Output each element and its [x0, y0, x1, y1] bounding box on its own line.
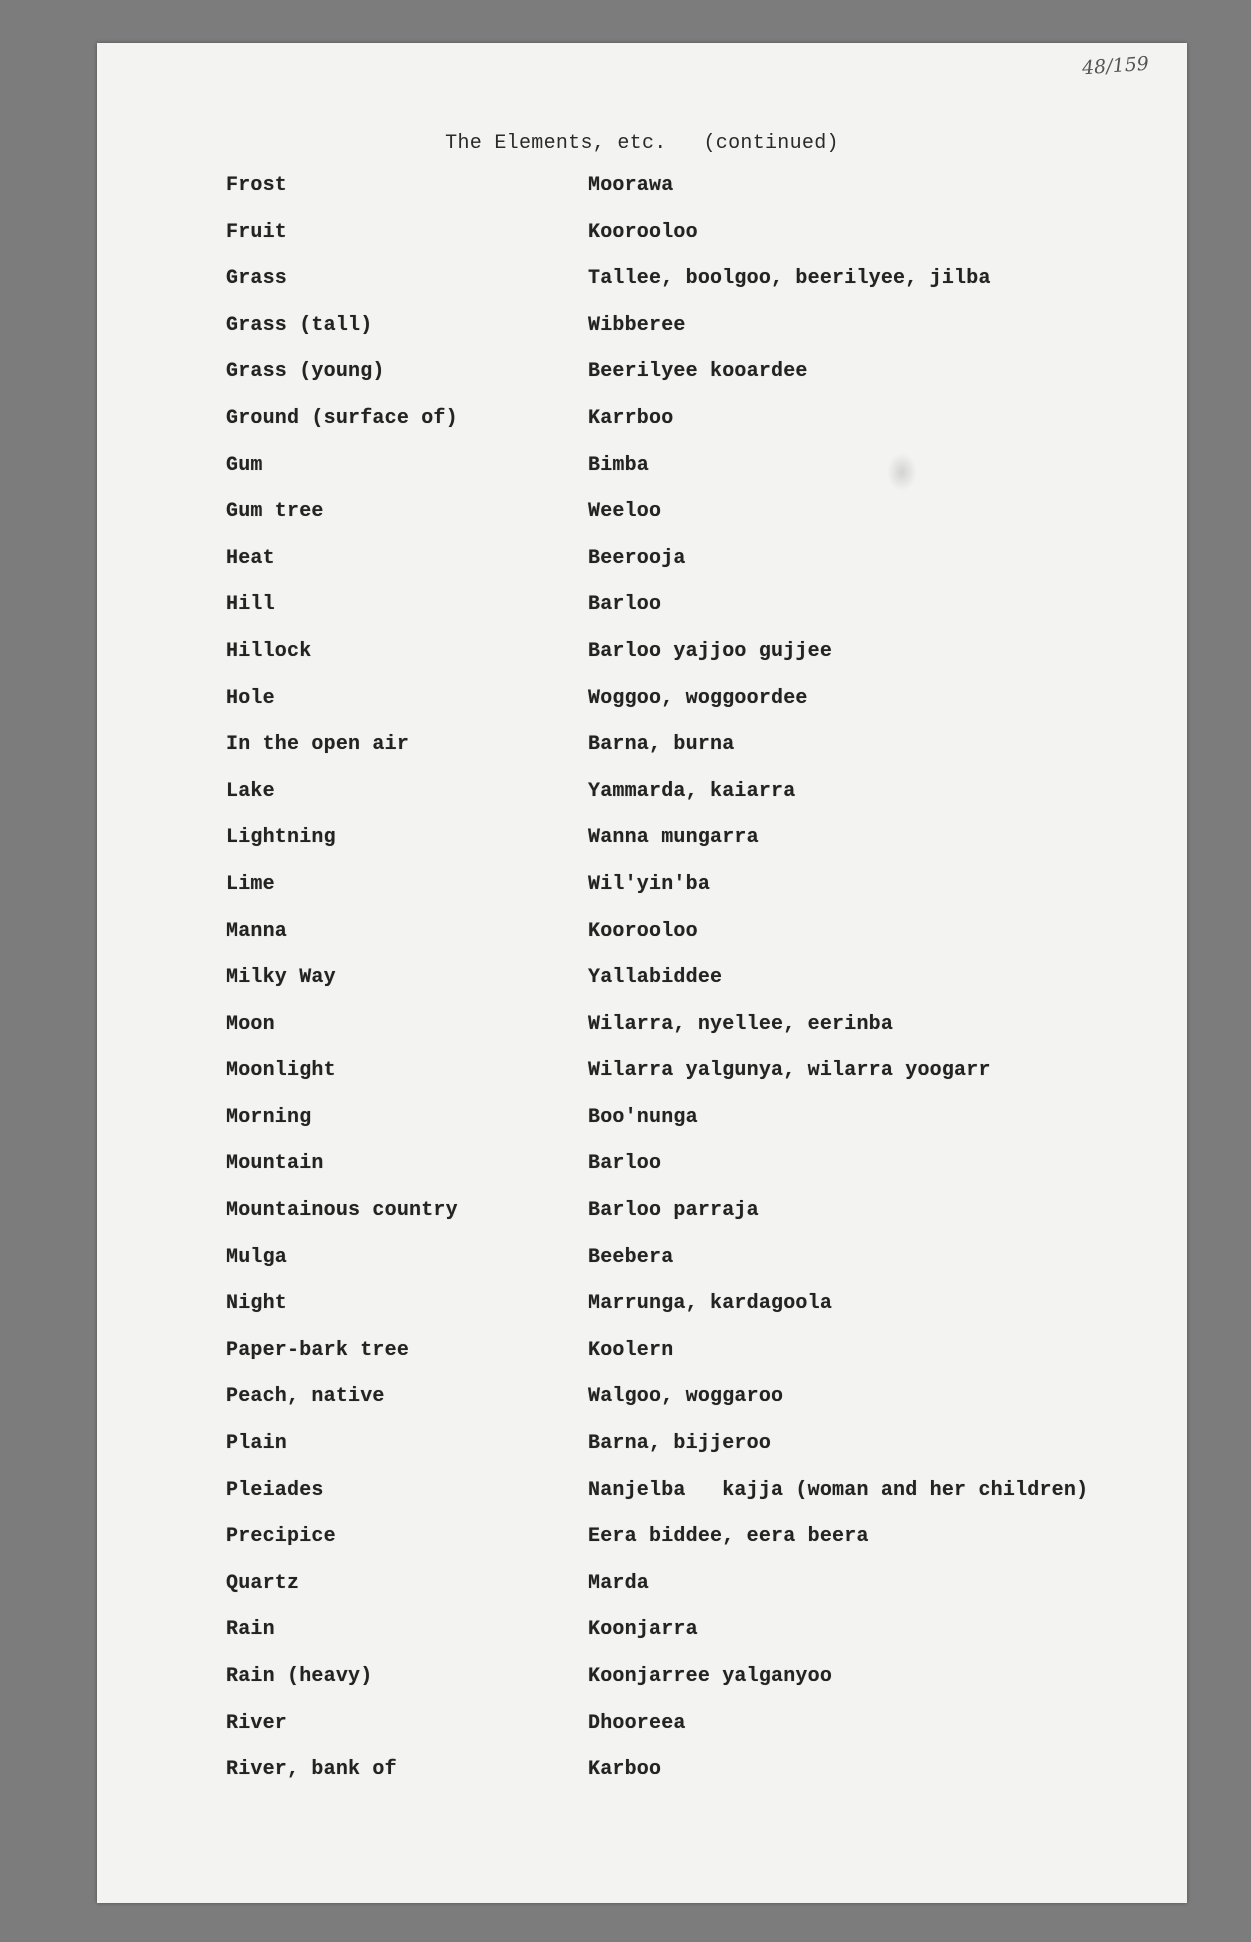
- native-translation: Eera biddee, eera beera: [588, 1525, 869, 1549]
- list-item: [97, 547, 1187, 594]
- native-translation: Koolern: [588, 1338, 674, 1362]
- english-term: Morning: [226, 1105, 312, 1129]
- list-item: [97, 1106, 1187, 1153]
- native-translation: Koonjarree yalganyoo: [588, 1665, 833, 1688]
- english-term: Milky Way: [226, 966, 336, 990]
- native-translation: Marrunga, kardagoola: [588, 1292, 833, 1316]
- list-item: [97, 454, 1187, 501]
- english-term: Gum: [226, 453, 263, 477]
- list-item: [97, 314, 1187, 361]
- word-list: [97, 174, 1187, 1805]
- english-term: Pleiades: [226, 1478, 324, 1502]
- english-term: Lime: [226, 872, 275, 896]
- list-item: [97, 1013, 1187, 1060]
- english-term: In the open air: [226, 733, 410, 757]
- list-item: [97, 174, 1187, 221]
- list-item: [97, 1479, 1187, 1526]
- english-term: Rain: [226, 1618, 275, 1642]
- native-translation: Barloo yajjoo gujjee: [588, 639, 833, 663]
- list-item: [97, 1525, 1187, 1572]
- english-term: Night: [226, 1292, 288, 1316]
- native-translation: Barloo parraja: [588, 1199, 759, 1223]
- native-translation: Wibberee: [588, 313, 686, 337]
- list-item: [97, 1572, 1187, 1619]
- native-translation: Nanjelba kajja (woman and her children): [588, 1478, 1089, 1502]
- folio-number: 48/159: [1081, 52, 1150, 80]
- list-item: [97, 640, 1187, 687]
- list-item: [97, 1292, 1187, 1339]
- list-item: [97, 407, 1187, 454]
- native-translation: Walgoo, woggaroo: [588, 1385, 784, 1409]
- english-term: Hillock: [226, 639, 312, 663]
- english-term: Mulga: [226, 1245, 288, 1269]
- english-term: Moon: [226, 1012, 275, 1036]
- native-translation: Beebera: [588, 1245, 674, 1269]
- english-term: Frost: [226, 174, 288, 197]
- list-item: [97, 687, 1187, 734]
- list-item: [97, 593, 1187, 640]
- native-translation: Barna, burna: [588, 733, 735, 757]
- native-translation: Weeloo: [588, 500, 662, 524]
- english-term: Lightning: [226, 826, 336, 850]
- native-translation: Yammarda, kaiarra: [588, 779, 796, 803]
- document-page: [97, 43, 1187, 1903]
- english-term: Fruit: [226, 220, 288, 244]
- english-term: Grass: [226, 267, 288, 291]
- native-translation: Marda: [588, 1571, 650, 1595]
- native-translation: Dhooreea: [588, 1711, 686, 1735]
- english-term: Manna: [226, 919, 288, 943]
- english-term: Grass (young): [226, 360, 385, 384]
- english-term: Moonlight: [226, 1059, 336, 1083]
- english-term: Mountain: [226, 1152, 324, 1176]
- list-item: [97, 1665, 1187, 1712]
- native-translation: Wilarra yalgunya, wilarra yoogarr: [588, 1059, 991, 1083]
- native-translation: Beerooja: [588, 546, 686, 570]
- native-translation: Moorawa: [588, 174, 674, 197]
- native-translation: Boo'nunga: [588, 1105, 698, 1129]
- list-item: [97, 221, 1187, 268]
- english-term: Peach, native: [226, 1385, 385, 1409]
- native-translation: Barloo: [588, 1152, 662, 1176]
- list-item: [97, 1152, 1187, 1199]
- list-item: [97, 1712, 1187, 1759]
- list-item: [97, 873, 1187, 920]
- page-title: The Elements, etc. (continued): [445, 132, 839, 155]
- english-term: Lake: [226, 779, 275, 803]
- native-translation: Bimba: [588, 453, 650, 477]
- english-term: Plain: [226, 1432, 288, 1456]
- list-item: [97, 826, 1187, 873]
- list-item: [97, 267, 1187, 314]
- list-item: [97, 733, 1187, 780]
- list-item: [97, 780, 1187, 827]
- list-item: [97, 1199, 1187, 1246]
- list-item: [97, 1432, 1187, 1479]
- native-translation: Tallee, boolgoo, beerilyee, jilba: [588, 267, 991, 291]
- english-term: River: [226, 1711, 288, 1735]
- list-item: [97, 1339, 1187, 1386]
- list-item: [97, 1059, 1187, 1106]
- native-translation: Koorooloo: [588, 919, 698, 943]
- native-translation: Koonjarra: [588, 1618, 698, 1642]
- english-term: Heat: [226, 546, 275, 570]
- native-translation: Wilarra, nyellee, eerinba: [588, 1012, 894, 1036]
- english-term: Grass (tall): [226, 313, 373, 337]
- list-item: [97, 1758, 1187, 1805]
- english-term: Precipice: [226, 1525, 336, 1549]
- english-term: Quartz: [226, 1571, 300, 1595]
- list-item: [97, 966, 1187, 1013]
- english-term: Hill: [226, 593, 275, 617]
- english-term: Paper-bark tree: [226, 1338, 410, 1362]
- list-item: [97, 1618, 1187, 1665]
- native-translation: Karrboo: [588, 406, 674, 430]
- list-item: [97, 360, 1187, 407]
- list-item: [97, 1246, 1187, 1293]
- list-item: [97, 920, 1187, 967]
- english-term: River, bank of: [226, 1758, 397, 1782]
- native-translation: Wanna mungarra: [588, 826, 759, 850]
- english-term: Rain (heavy): [226, 1665, 373, 1688]
- native-translation: Karboo: [588, 1758, 662, 1782]
- english-term: Gum tree: [226, 500, 324, 524]
- english-term: Ground (surface of): [226, 406, 458, 430]
- native-translation: Barloo: [588, 593, 662, 617]
- native-translation: Yallabiddee: [588, 966, 723, 990]
- english-term: Mountainous country: [226, 1199, 458, 1223]
- native-translation: Koorooloo: [588, 220, 698, 244]
- native-translation: Woggoo, woggoordee: [588, 686, 808, 710]
- list-item: [97, 500, 1187, 547]
- native-translation: Wil'yin'ba: [588, 872, 711, 896]
- native-translation: Barna, bijjeroo: [588, 1432, 772, 1456]
- english-term: Hole: [226, 686, 275, 710]
- native-translation: Beerilyee kooardee: [588, 360, 808, 384]
- list-item: [97, 1385, 1187, 1432]
